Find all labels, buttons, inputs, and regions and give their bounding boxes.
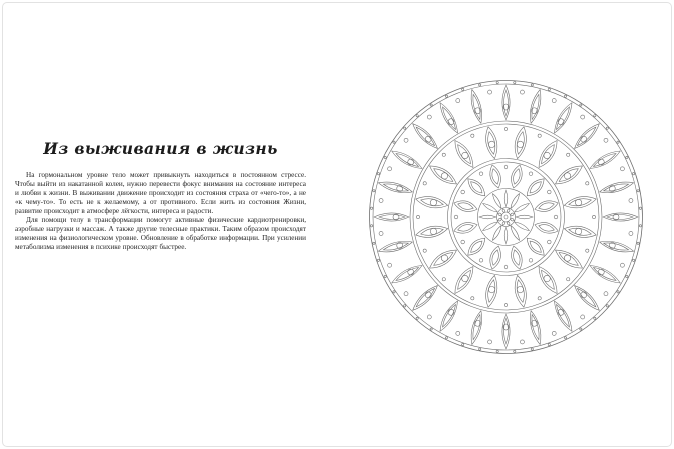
page-title: Из выживания в жизнь xyxy=(43,139,278,158)
paragraph-1: На гормональном уровне тело может привыкнуть находиться в постоянном стрессе. Чтобы выйти из накатанной колеи, нужно перевести фокус внимания на состояние интереса и любви к жизни. В выживании движение происходит из состояния страха от «чего-то», а не «к чему-то». То есть не к желаемому, а от противного. Если жить из состояния Жизни, развитие происходит в атмосфере лёгкости, интереса и радости. xyxy=(15,171,306,215)
left-page xyxy=(15,0,306,449)
right-page xyxy=(340,0,660,449)
mandala-illustration xyxy=(366,77,646,357)
body-text xyxy=(15,171,306,252)
paragraph-2: Для помощи телу в трансформации помогут активные физические кардиотренировки, аэробные нагрузки и массаж. А также другие телесные практики. Таким образом происходят изменения на физиологическом уровне. Обновление в обработке информации. При усилении метаболизма изменения в психике происходят быстрее. xyxy=(15,216,306,251)
